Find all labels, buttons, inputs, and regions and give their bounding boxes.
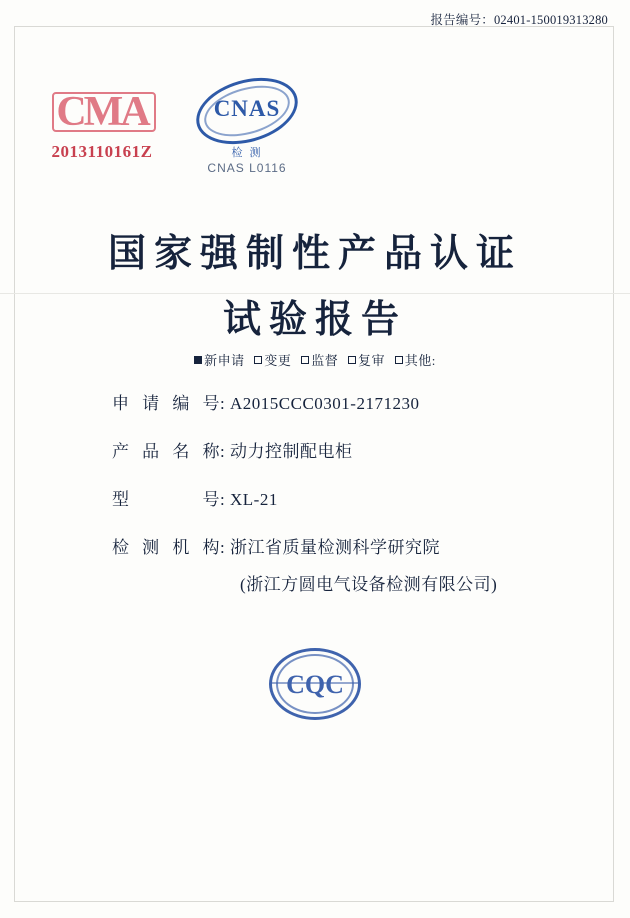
checkbox-option-0[interactable]: [194, 350, 245, 369]
cma-certificate-number: 2013110161Z: [51, 142, 153, 161]
field-colon: :: [220, 394, 225, 413]
field-label-application-number: 申请编号: [112, 394, 220, 413]
checkbox-option-2[interactable]: [301, 350, 338, 369]
checkbox-icon-unchecked[interactable]: [301, 356, 309, 364]
checkbox-option-4[interactable]: [395, 350, 436, 369]
checkbox-label-2: 监督: [311, 353, 339, 368]
cnas-mark: [182, 80, 312, 175]
field-colon: :: [220, 442, 225, 461]
checkbox-icon-checked[interactable]: [194, 356, 202, 364]
field-label-product-name: 产品名称: [112, 442, 220, 461]
cnas-lab-code: CNAS L0116: [207, 161, 287, 175]
report-number: 报告编号：02401-150019313280: [430, 13, 608, 27]
field-row-application-number: [0, 392, 630, 416]
checkbox-option-3[interactable]: [348, 350, 385, 369]
field-colon: :: [220, 490, 225, 509]
checkbox-label-0: 新申请: [204, 353, 245, 368]
field-colon: :: [220, 538, 225, 557]
cma-logo-icon: CMA: [56, 86, 147, 138]
field-label-testing-organization: 检测机构: [112, 538, 220, 557]
checkbox-option-1[interactable]: [254, 350, 291, 369]
field-value-model: XL-21: [230, 490, 278, 509]
cnas-logo-icon: [195, 80, 299, 142]
checkbox-icon-unchecked[interactable]: [254, 356, 262, 364]
document-title: 国家强制性产品认证: [107, 230, 522, 275]
checkbox-icon-unchecked[interactable]: [348, 356, 356, 364]
field-label-model: 型号: [112, 490, 220, 509]
cqc-seal-icon: [269, 648, 361, 720]
cqc-label: CQC: [286, 670, 344, 699]
document-subtitle: 试验报告: [222, 296, 407, 341]
accreditation-marks: [0, 84, 630, 194]
field-value-testing-organization-alt: (浙江方圆电气设备检测有限公司): [240, 575, 498, 594]
checkbox-label-1: 变更: [264, 353, 292, 368]
field-value-testing-organization: 浙江省质量检测科学研究院: [230, 538, 440, 557]
field-row-model: [0, 488, 630, 512]
field-value-product-name: 动力控制配电柜: [230, 442, 353, 461]
cma-mark: [42, 86, 162, 162]
field-row-product-name: [0, 440, 630, 464]
field-value-application-number: A2015CCC0301-2171230: [230, 394, 420, 413]
checkbox-label-4: 其他:: [404, 353, 436, 368]
checkbox-label-3: 复审: [357, 353, 385, 368]
field-row-testing-organization: [0, 536, 630, 560]
checkbox-icon-unchecked[interactable]: [395, 356, 403, 364]
field-list: [0, 392, 630, 619]
cnas-cn-label: 检 测: [231, 147, 263, 159]
application-type-checkboxes: [0, 350, 630, 369]
cnas-logo-text: CNAS: [213, 96, 281, 121]
